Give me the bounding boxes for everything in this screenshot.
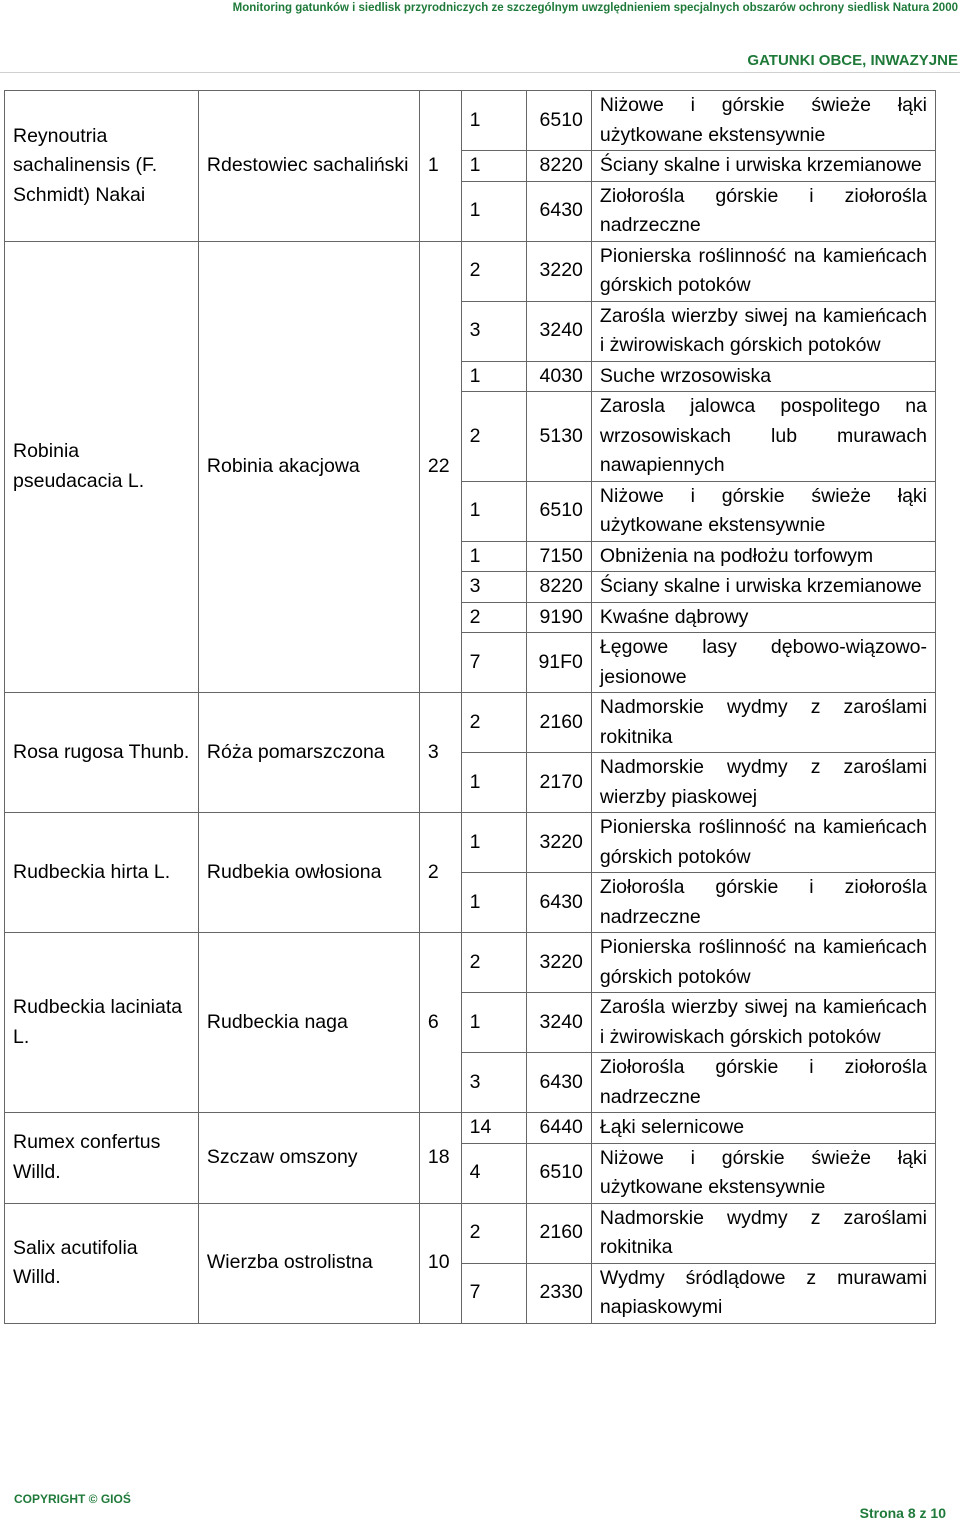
habitat-name: Pionierska roślinność na kamieńcach górskich potoków [591,813,935,873]
habitat-name: Ziołorośla górskie i ziołorośla nadrzeczne [591,1053,935,1113]
species-latin-name: Rudbeckia hirta L. [5,813,199,933]
habitat-code: 6510 [527,1143,592,1203]
footer-page-number: Strona 8 z 10 [859,1505,946,1521]
habitat-code: 6430 [527,873,592,933]
habitat-count: 7 [461,633,527,693]
habitat-count: 1 [461,481,527,541]
habitat-count: 1 [461,873,527,933]
habitat-code: 2170 [527,753,592,813]
species-polish-name: Róża pomarszczona [198,693,419,813]
species-latin-name: Rosa rugosa Thunb. [5,693,199,813]
habitat-code: 4030 [527,361,592,392]
species-polish-name: Szczaw omszony [198,1113,419,1204]
habitat-code: 3220 [527,933,592,993]
site-count: 3 [419,693,461,813]
habitat-name: Ściany skalne i urwiska krzemianowe [591,572,935,603]
habitat-name: Nadmorskie wydmy z zaroślami rokitnika [591,693,935,753]
habitat-name: Suche wrzosowiska [591,361,935,392]
site-count: 2 [419,813,461,933]
habitat-count: 1 [461,541,527,572]
species-latin-name: Robinia pseudacacia L. [5,241,199,693]
habitat-name: Zarośla wierzby siwej na kamieńcach i żwirowiskach górskich potoków [591,301,935,361]
habitat-code: 2330 [527,1263,592,1323]
species-polish-name: Robinia akacjowa [198,241,419,693]
species-latin-name: Salix acutifolia Willd. [5,1203,199,1323]
table-row [5,933,936,993]
habitat-count: 1 [461,813,527,873]
habitat-name: Wydmy śródlądowe z murawami napiaskowymi [591,1263,935,1323]
habitat-count: 4 [461,1143,527,1203]
habitat-count: 3 [461,301,527,361]
habitat-code: 3220 [527,241,592,301]
habitat-name: Ściany skalne i urwiska krzemianowe [591,151,935,182]
species-polish-name: Rudbeckia naga [198,933,419,1113]
habitat-name: Niżowe i górskie świeże łąki użytkowane ekstensywnie [591,1143,935,1203]
species-latin-name: Rumex confertus Willd. [5,1113,199,1204]
habitat-name: Kwaśne dąbrowy [591,602,935,633]
table-row [5,91,936,151]
habitat-code: 3240 [527,301,592,361]
habitat-name: Pionierska roślinność na kamieńcach górskich potoków [591,241,935,301]
species-latin-name: Rudbeckia laciniata L. [5,933,199,1113]
habitat-count: 1 [461,151,527,182]
species-polish-name: Rdestowiec sachaliński [198,91,419,242]
habitat-code: 6510 [527,481,592,541]
habitat-count: 1 [461,181,527,241]
species-polish-name: Rudbekia owłosiona [198,813,419,933]
habitat-code: 3240 [527,993,592,1053]
habitat-name: Niżowe i górskie świeże łąki użytkowane ekstensywnie [591,91,935,151]
habitat-code: 6430 [527,1053,592,1113]
habitat-name: Łąki selernicowe [591,1113,935,1144]
habitat-code: 5130 [527,392,592,482]
site-count: 6 [419,933,461,1113]
habitat-name: Zarośla wierzby siwej na kamieńcach i żwirowiskach górskich potoków [591,993,935,1053]
habitat-name: Nadmorskie wydmy z zaroślami rokitnika [591,1203,935,1263]
habitat-name: Ziołorośla górskie i ziołorośla nadrzeczne [591,181,935,241]
site-count: 10 [419,1203,461,1323]
habitat-code: 91F0 [527,633,592,693]
species-latin-name: Reynoutria sachalinensis (F. Schmidt) Nakai [5,91,199,242]
species-polish-name: Wierzba ostrolistna [198,1203,419,1323]
habitat-count: 2 [461,602,527,633]
habitat-code: 7150 [527,541,592,572]
document-header-title: Monitoring gatunków i siedlisk przyrodniczych ze szczególnym uwzględnieniem specjalnych obszarów ochrony siedlisk Natura 2000 [232,2,958,14]
habitat-count: 2 [461,392,527,482]
habitat-code: 8220 [527,151,592,182]
habitat-count: 2 [461,241,527,301]
habitat-code: 2160 [527,1203,592,1263]
habitat-code: 9190 [527,602,592,633]
habitat-code: 6440 [527,1113,592,1144]
habitat-count: 1 [461,753,527,813]
habitat-count: 14 [461,1113,527,1144]
header-divider [0,72,960,73]
site-count: 1 [419,91,461,242]
species-habitat-table [4,90,936,1324]
footer-copyright: COPYRIGHT © GIOŚ [14,1492,131,1506]
habitat-name: Ziołorośla górskie i ziołorośla nadrzeczne [591,873,935,933]
table-row [5,1113,936,1144]
site-count: 22 [419,241,461,693]
habitat-code: 6510 [527,91,592,151]
table-row [5,693,936,753]
habitat-code: 3220 [527,813,592,873]
table-row [5,813,936,873]
habitat-name: Łęgowe lasy dębowo-wiązowo-jesionowe [591,633,935,693]
habitat-count: 2 [461,693,527,753]
habitat-name: Obniżenia na podłożu torfowym [591,541,935,572]
habitat-count: 3 [461,1053,527,1113]
habitat-name: Niżowe i górskie świeże łąki użytkowane ekstensywnie [591,481,935,541]
site-count: 18 [419,1113,461,1204]
habitat-code: 2160 [527,693,592,753]
habitat-count: 7 [461,1263,527,1323]
habitat-name: Nadmorskie wydmy z zaroślami wierzby piaskowej [591,753,935,813]
habitat-name: Zarosla jalowca pospolitego na wrzosowiskach lub murawach nawapiennych [591,392,935,482]
section-title: GATUNKI OBCE, INWAZYJNE [747,52,958,69]
table-row [5,241,936,301]
habitat-code: 6430 [527,181,592,241]
habitat-count: 1 [461,91,527,151]
habitat-count: 1 [461,361,527,392]
habitat-code: 8220 [527,572,592,603]
habitat-count: 1 [461,993,527,1053]
habitat-count: 2 [461,1203,527,1263]
habitat-name: Pionierska roślinność na kamieńcach górskich potoków [591,933,935,993]
habitat-count: 2 [461,933,527,993]
habitat-count: 3 [461,572,527,603]
table-row [5,1203,936,1263]
